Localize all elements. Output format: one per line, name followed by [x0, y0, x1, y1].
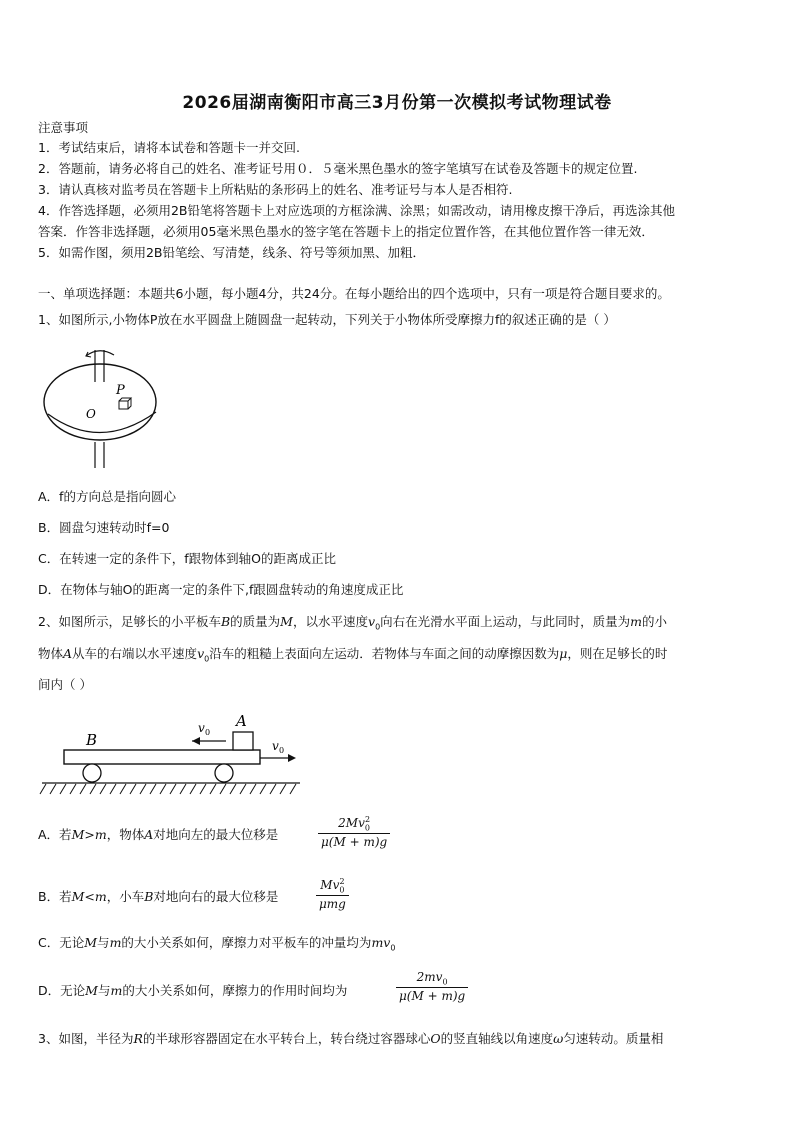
option-a: A．f的方向总是指向圆心: [38, 489, 176, 504]
notice-item: 答案．作答非选择题，必须用05毫米黑色墨水的签字笔在答题卡上的指定位置作答，在其他位置作答一律无效．: [38, 224, 654, 239]
option-b: B．圆盘匀速转动时f=0: [38, 520, 170, 535]
option-d: D．在物体与轴O的距离一定的条件下,f跟圆盘转动的角速度成正比: [38, 582, 404, 597]
cart-block-figure: [38, 708, 308, 800]
notice-item: 5．如需作图，须用2B铅笔绘、写清楚，线条、符号等须加黑、加粗．: [38, 245, 425, 260]
question-2-stem-line3: 间内（ ）: [38, 677, 92, 692]
notice-heading: 注意事项: [38, 120, 89, 135]
rotating-disk-figure: [38, 342, 168, 470]
label-v0-cart: v: [272, 739, 279, 753]
question-1-stem: 1、如图所示,小物体P放在水平圆盘上随圆盘一起转动，下列关于小物体所受摩擦力f的叙述正确的是（ ）: [38, 312, 616, 327]
label-A: A: [236, 712, 247, 730]
option-c: C．在转速一定的条件下，f跟物体到轴O的距离成正比: [38, 551, 336, 566]
label-B: B: [86, 731, 98, 749]
label-P: P: [116, 383, 125, 398]
section-heading: 一、单项选择题：本题共6小题，每小题4分，共24分。在每小题给出的四个选项中，只有一项是符合题目要求的。: [38, 286, 670, 301]
question-2-stem-line2: 物体A从车的右端以水平速度$v_0$沿车的粗糙上表面向左运动．若物体与车面之间的动摩擦因数为μ，则在足够长的时: [38, 646, 668, 664]
q2-option-a: A．若M>m，物体A对地向左的最大位移是: [38, 827, 279, 842]
question-2-stem-line1: 2、如图所示，足够长的小平板车B的质量为M，以水平速度$v_0$向右在光滑水平面上运动，与此同时，质量为m的小: [38, 614, 668, 632]
svg-text:0: 0: [205, 728, 211, 737]
notice-item: 3．请认真核对监考员在答题卡上所粘贴的条形码上的姓名、准考证号与本人是否相符.: [38, 182, 513, 197]
question-3-stem: 3、如图，半径为R的半球形容器固定在水平转台上，转台绕过容器球心O的竖直轴线以角速度ω匀速转动。质量相: [38, 1031, 664, 1046]
notice-item: 2．答题前，请务必将自己的姓名、准考证号用０．５毫米黑色墨水的签字笔填写在试卷及答题卡的规定位置.: [38, 161, 638, 176]
notice-item: 4．作答选择题，必须用2B铅笔将答题卡上对应选项的方框涂满、涂黑；如需改动，请用橡皮擦干净后，再选涂其他: [38, 203, 675, 218]
label-O: O: [86, 407, 96, 421]
svg-text:0: 0: [279, 746, 285, 755]
page-title: 2026届湖南衡阳市高三3月份第一次模拟考试物理试卷: [182, 93, 612, 113]
label-v0-block: v: [198, 721, 205, 735]
q2-option-b-fraction: $Mv_0^2$ μmg: [316, 877, 349, 911]
q2-option-a-fraction: $\frac{2Mv_0^2}{\mu(M + m)g}$: [318, 815, 390, 849]
q2-option-d: D．无论M与m的大小关系如何，摩擦力的作用时间均为: [38, 983, 348, 998]
notice-item: 1．考试结束后，请将本试卷和答题卡一并交回.: [38, 140, 300, 155]
q2-option-d-fraction: $\frac{2mv_0}{\mu(M + m)g}$: [396, 970, 468, 1003]
q2-option-b: B．若M<m，小车B对地向右的最大位移是: [38, 889, 279, 904]
q2-option-c: C．无论M与m的大小关系如何，摩擦力对平板车的冲量均为$mv_0$: [38, 935, 396, 953]
